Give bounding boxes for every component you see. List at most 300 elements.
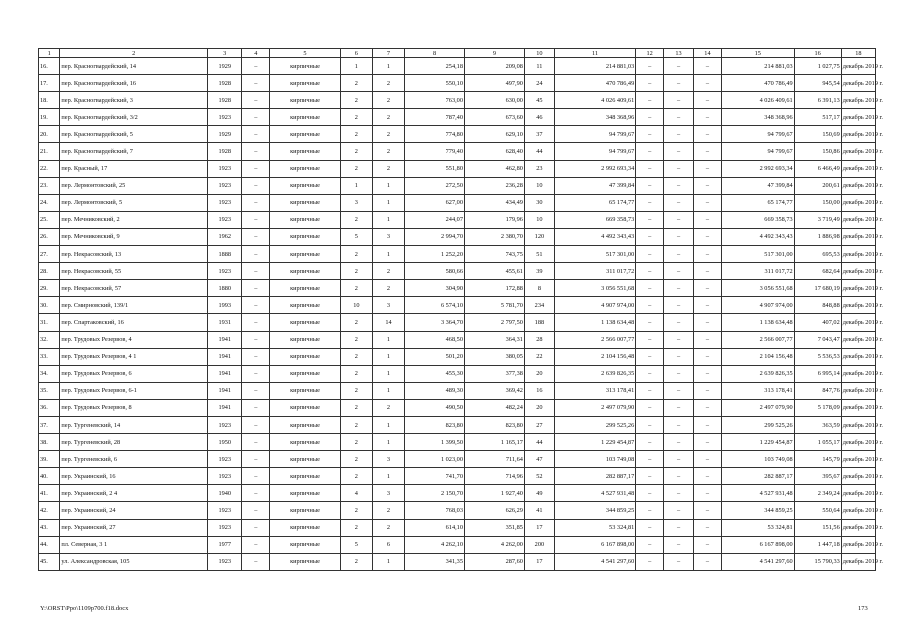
table-cell: –	[664, 75, 694, 92]
table-cell: 6 167 898,00	[554, 536, 635, 553]
table-cell: 1 027,75	[794, 58, 841, 75]
table-cell: 2	[340, 382, 372, 399]
table-cell: 5	[340, 536, 372, 553]
table-cell: 1 229 454,87	[554, 434, 635, 451]
table-cell: кирпичные	[270, 263, 341, 280]
table-row	[39, 211, 876, 228]
table-cell: декабрь 2019 г.	[841, 434, 875, 451]
table-cell: 779,40	[405, 143, 465, 160]
table-cell: –	[242, 177, 270, 194]
table-body	[39, 49, 883, 571]
table-cell: –	[694, 75, 722, 92]
table-cell: пер. Некрасовский, 57	[60, 280, 208, 297]
table-cell: 377,38	[464, 365, 524, 382]
table-cell: –	[664, 553, 694, 570]
table-cell: декабрь 2019 г.	[841, 451, 875, 468]
table-cell: 28	[524, 331, 554, 348]
table-cell: –	[636, 211, 664, 228]
table-cell: 551,80	[405, 160, 465, 177]
table-cell: 2	[340, 314, 372, 331]
table-cell: декабрь 2019 г.	[841, 382, 875, 399]
table-cell: 65 174,77	[554, 194, 635, 211]
table-cell: 2	[340, 280, 372, 297]
table-cell: 1	[340, 177, 372, 194]
table-cell: 823,80	[405, 416, 465, 433]
table-cell: –	[636, 126, 664, 143]
table-cell: 2	[340, 126, 372, 143]
table-cell: кирпичные	[270, 297, 341, 314]
table-cell: 2	[340, 331, 372, 348]
table-cell: –	[636, 143, 664, 160]
table-cell: 695,53	[794, 246, 841, 263]
table-cell: 2 349,24	[794, 485, 841, 502]
table-cell: –	[636, 468, 664, 485]
table-cell: 1	[372, 348, 404, 365]
table-cell: декабрь 2019 г.	[841, 365, 875, 382]
table-cell: 21.	[39, 143, 60, 160]
table-cell: 1	[372, 211, 404, 228]
table-cell: –	[242, 126, 270, 143]
table-row	[39, 553, 876, 570]
table-cell: 434,49	[464, 194, 524, 211]
table-cell: 311 017,72	[554, 263, 635, 280]
table-cell: декабрь 2019 г.	[841, 519, 875, 536]
table-cell: 482,24	[464, 399, 524, 416]
table-cell: 10	[524, 211, 554, 228]
table-cell: 2 380,70	[464, 228, 524, 245]
table-cell: 363,59	[794, 416, 841, 433]
table-cell: 2	[372, 75, 404, 92]
table-cell: кирпичные	[270, 451, 341, 468]
table-cell: 1	[372, 194, 404, 211]
table-cell: 1928	[208, 92, 242, 109]
table-cell: 1977	[208, 536, 242, 553]
table-cell: –	[694, 331, 722, 348]
table-cell: 179,96	[464, 211, 524, 228]
table-row	[39, 468, 876, 485]
table-cell: 5 178,09	[794, 399, 841, 416]
table-cell: кирпичные	[270, 160, 341, 177]
header-cell: 4	[242, 49, 270, 58]
table-cell: 172,88	[464, 280, 524, 297]
table-cell: –	[242, 451, 270, 468]
table-cell: 8	[524, 280, 554, 297]
table-cell: пер. Красногвардейский, 3	[60, 92, 208, 109]
table-cell: 2 797,50	[464, 314, 524, 331]
table-cell: –	[636, 263, 664, 280]
table-cell: 16	[524, 382, 554, 399]
table-cell: –	[664, 485, 694, 502]
table-cell: 25.	[39, 211, 60, 228]
table-cell: 2	[372, 263, 404, 280]
table-cell: кирпичные	[270, 228, 341, 245]
table-cell: –	[636, 536, 664, 553]
table-cell: 1941	[208, 399, 242, 416]
table-cell: 2 104 156,48	[554, 348, 635, 365]
table-cell: 774,80	[405, 126, 465, 143]
table-cell: 490,50	[405, 399, 465, 416]
table-cell: –	[242, 553, 270, 570]
table-cell: 2 104 156,48	[721, 348, 794, 365]
table-cell: кирпичные	[270, 348, 341, 365]
table-cell: 2	[340, 75, 372, 92]
table-cell: 1941	[208, 331, 242, 348]
table-cell: 2	[372, 160, 404, 177]
table-cell: –	[694, 58, 722, 75]
table-cell: 41.	[39, 485, 60, 502]
table-cell: 627,00	[405, 194, 465, 211]
table-cell: 24	[524, 75, 554, 92]
table-cell: 40.	[39, 468, 60, 485]
table-cell: пер. Трудовых Резервов, 4	[60, 331, 208, 348]
table-cell: 304,90	[405, 280, 465, 297]
table-cell: –	[242, 160, 270, 177]
table-cell: 4 026 409,61	[554, 92, 635, 109]
header-cell: 8	[405, 49, 465, 58]
table-cell: 470 786,49	[721, 75, 794, 92]
table-cell: 42.	[39, 502, 60, 519]
table-cell: 1	[372, 468, 404, 485]
table-row	[39, 331, 876, 348]
table-cell: декабрь 2019 г.	[841, 58, 875, 75]
table-cell: 313 178,41	[554, 382, 635, 399]
table-cell: –	[242, 365, 270, 382]
table-cell: 1923	[208, 160, 242, 177]
table-cell: 1929	[208, 58, 242, 75]
header-cell: 16	[794, 49, 841, 58]
table-cell: 4 541 297,60	[554, 553, 635, 570]
table-cell: 244,07	[405, 211, 465, 228]
table-cell: –	[694, 536, 722, 553]
table-cell: 1941	[208, 382, 242, 399]
table-cell: –	[694, 502, 722, 519]
table-cell: 1931	[208, 314, 242, 331]
table-cell: 1 886,98	[794, 228, 841, 245]
table-cell: декабрь 2019 г.	[841, 485, 875, 502]
page-number: 173	[858, 605, 868, 612]
table-cell: 4 026 409,61	[721, 92, 794, 109]
table-cell: 234	[524, 297, 554, 314]
table-cell: 1928	[208, 143, 242, 160]
table-cell: –	[242, 246, 270, 263]
table-cell: 30.	[39, 297, 60, 314]
table-cell: 299 525,26	[721, 416, 794, 433]
table-cell: –	[636, 416, 664, 433]
table-cell: кирпичные	[270, 502, 341, 519]
table-cell: –	[664, 280, 694, 297]
table-cell: –	[664, 451, 694, 468]
table-cell: пер. Красногвардейский, 5	[60, 126, 208, 143]
table-cell: 5	[340, 228, 372, 245]
table-cell: кирпичные	[270, 314, 341, 331]
table-cell: 348 368,96	[721, 109, 794, 126]
table-cell: –	[664, 143, 694, 160]
table-cell: 1923	[208, 211, 242, 228]
table-cell: –	[636, 194, 664, 211]
table-cell: 2	[340, 451, 372, 468]
table-cell: декабрь 2019 г.	[841, 553, 875, 570]
table-cell: –	[636, 297, 664, 314]
table-cell: 1923	[208, 451, 242, 468]
table-cell: 17.	[39, 75, 60, 92]
table-cell: 254,18	[405, 58, 465, 75]
table-cell: 847,76	[794, 382, 841, 399]
table-cell: –	[242, 263, 270, 280]
table-cell: –	[694, 382, 722, 399]
table-cell: 2	[340, 263, 372, 280]
table-cell: пер. Украинский, 2 4	[60, 485, 208, 502]
table-cell: 395,67	[794, 468, 841, 485]
table-cell: 47	[524, 451, 554, 468]
table-cell: –	[694, 451, 722, 468]
table-cell: 580,66	[405, 263, 465, 280]
table-cell: –	[242, 502, 270, 519]
table-cell: –	[694, 468, 722, 485]
table-cell: –	[664, 109, 694, 126]
table-cell: 150,69	[794, 126, 841, 143]
table-cell: кирпичные	[270, 211, 341, 228]
header-cell: 5	[270, 49, 341, 58]
table-cell: 630,00	[464, 92, 524, 109]
table-cell: декабрь 2019 г.	[841, 468, 875, 485]
table-cell: кирпичные	[270, 194, 341, 211]
table-cell: 29.	[39, 280, 60, 297]
table-cell: 53 324,81	[554, 519, 635, 536]
table-cell: 287,60	[464, 553, 524, 570]
table-cell: 1993	[208, 297, 242, 314]
table-cell: 1923	[208, 109, 242, 126]
table-cell: –	[694, 519, 722, 536]
table-cell: 629,10	[464, 126, 524, 143]
table-cell: –	[664, 58, 694, 75]
table-cell: –	[694, 314, 722, 331]
table-cell: кирпичные	[270, 399, 341, 416]
table-cell: 272,50	[405, 177, 465, 194]
table-cell: декабрь 2019 г.	[841, 228, 875, 245]
table-row	[39, 126, 876, 143]
table-cell: 282 887,17	[554, 468, 635, 485]
table-cell: 44	[524, 434, 554, 451]
table-cell: 669 358,73	[721, 211, 794, 228]
table-cell: 49	[524, 485, 554, 502]
table-cell: –	[636, 92, 664, 109]
table-cell: –	[242, 143, 270, 160]
table-cell: декабрь 2019 г.	[841, 177, 875, 194]
table-cell: 2 994,70	[405, 228, 465, 245]
table-cell: 94 799,67	[721, 126, 794, 143]
table-cell: пер. Смирновский, 139/1	[60, 297, 208, 314]
table-cell: 18.	[39, 92, 60, 109]
table-cell: 2	[372, 126, 404, 143]
table-cell: 2	[340, 92, 372, 109]
table-cell: –	[636, 451, 664, 468]
file-path: Y:\ORST\Ppo\1109p700.f18.docx	[40, 605, 129, 612]
table-cell: 768,03	[405, 502, 465, 519]
table-cell: кирпичные	[270, 280, 341, 297]
table-cell: –	[636, 314, 664, 331]
table-cell: 470 786,49	[554, 75, 635, 92]
header-cell: 13	[664, 49, 694, 58]
table-cell: 214 881,03	[721, 58, 794, 75]
table-cell: 455,61	[464, 263, 524, 280]
table-cell: кирпичные	[270, 143, 341, 160]
table-cell: 628,40	[464, 143, 524, 160]
table-cell: –	[694, 297, 722, 314]
table-cell: 30	[524, 194, 554, 211]
table-cell: 7 043,47	[794, 331, 841, 348]
table-cell: 65 174,77	[721, 194, 794, 211]
table-cell: 1	[372, 58, 404, 75]
table-cell: 44.	[39, 536, 60, 553]
header-cell: 9	[464, 49, 524, 58]
table-row	[39, 228, 876, 245]
table-cell: 714,96	[464, 468, 524, 485]
table-cell: кирпичные	[270, 468, 341, 485]
table-cell: –	[242, 485, 270, 502]
table-cell: декабрь 2019 г.	[841, 416, 875, 433]
table-cell: 4 262,00	[464, 536, 524, 553]
table-row	[39, 177, 876, 194]
table-cell: 22	[524, 348, 554, 365]
table-cell: 2 639 826,35	[554, 365, 635, 382]
table-cell: 47 399,84	[554, 177, 635, 194]
table-cell: 20	[524, 365, 554, 382]
table-cell: 150,86	[794, 143, 841, 160]
table-cell: –	[694, 109, 722, 126]
table-cell: 1	[372, 434, 404, 451]
table-cell: 2	[372, 280, 404, 297]
table-cell: 4 262,10	[405, 536, 465, 553]
table-cell: 31.	[39, 314, 60, 331]
table-row	[39, 348, 876, 365]
table-cell: 150,00	[794, 194, 841, 211]
table-cell: –	[664, 382, 694, 399]
table-cell: 32.	[39, 331, 60, 348]
table-cell: –	[664, 399, 694, 416]
table-cell: 2	[372, 502, 404, 519]
table-cell: 682,64	[794, 263, 841, 280]
table-cell: 214 881,03	[554, 58, 635, 75]
table-cell: 28.	[39, 263, 60, 280]
table-cell: 5 536,53	[794, 348, 841, 365]
table-cell: пер. Красногвардейский, 3/2	[60, 109, 208, 126]
header-cell: 6	[340, 49, 372, 58]
table-cell: декабрь 2019 г.	[841, 143, 875, 160]
table-cell: пер. Трудовых Резервов, 8	[60, 399, 208, 416]
table-cell: –	[636, 160, 664, 177]
table-cell: пер. Красногвардейский, 14	[60, 58, 208, 75]
table-cell: 2	[340, 468, 372, 485]
table-cell: 17	[524, 519, 554, 536]
table-cell: декабрь 2019 г.	[841, 92, 875, 109]
table-cell: 1928	[208, 75, 242, 92]
table-cell: 550,64	[794, 502, 841, 519]
table-cell: пер. Некрасовский, 55	[60, 263, 208, 280]
table-cell: 1 138 634,48	[554, 314, 635, 331]
table-cell: 20	[524, 399, 554, 416]
table-cell: 1 927,40	[464, 485, 524, 502]
table-cell: –	[242, 109, 270, 126]
table-cell: 4	[340, 485, 372, 502]
table-cell: –	[636, 109, 664, 126]
table-cell: –	[636, 246, 664, 263]
header-cell: 10	[524, 49, 554, 58]
table-cell: 741,70	[405, 468, 465, 485]
table-cell: декабрь 2019 г.	[841, 246, 875, 263]
table-cell: –	[242, 58, 270, 75]
table-cell: кирпичные	[270, 485, 341, 502]
table-row	[39, 314, 876, 331]
table-cell: кирпичные	[270, 331, 341, 348]
table-row	[39, 246, 876, 263]
table-cell: пер. Украинский, 16	[60, 468, 208, 485]
table-cell: 462,80	[464, 160, 524, 177]
table-cell: пер. Тургеневский, 14	[60, 416, 208, 433]
table-cell: –	[636, 228, 664, 245]
table-cell: –	[694, 280, 722, 297]
table-cell: 550,10	[405, 75, 465, 92]
table-cell: –	[242, 314, 270, 331]
table-cell: –	[664, 348, 694, 365]
table-cell: 6	[372, 536, 404, 553]
table-cell: 823,80	[464, 416, 524, 433]
table-row	[39, 297, 876, 314]
table-cell: декабрь 2019 г.	[841, 314, 875, 331]
table-cell: –	[636, 331, 664, 348]
table-row	[39, 536, 876, 553]
table-cell: кирпичные	[270, 416, 341, 433]
table-cell: 501,20	[405, 348, 465, 365]
table-cell: 517 301,00	[554, 246, 635, 263]
table-cell: кирпичные	[270, 553, 341, 570]
table-cell: –	[636, 485, 664, 502]
housing-register-table	[38, 48, 883, 571]
table-cell: 2 150,70	[405, 485, 465, 502]
table-cell: 4 492 343,43	[721, 228, 794, 245]
table-cell: 1950	[208, 434, 242, 451]
table-cell: пер. Украинский, 27	[60, 519, 208, 536]
table-cell: 341,35	[405, 553, 465, 570]
table-cell: пер. Некрасовский, 13	[60, 246, 208, 263]
table-cell: 188	[524, 314, 554, 331]
table-cell: 1923	[208, 553, 242, 570]
table-cell: –	[694, 177, 722, 194]
table-cell: 2	[340, 246, 372, 263]
table-cell: 103 749,08	[554, 451, 635, 468]
table-cell: кирпичные	[270, 58, 341, 75]
table-cell: кирпичные	[270, 177, 341, 194]
table-cell: 45	[524, 92, 554, 109]
table-cell: 311 017,72	[721, 263, 794, 280]
table-cell: –	[636, 365, 664, 382]
table-cell: 3 056 551,68	[721, 280, 794, 297]
table-cell: 34.	[39, 365, 60, 382]
table-cell: 1941	[208, 365, 242, 382]
table-cell: 2	[340, 519, 372, 536]
table-cell: 2 566 007,77	[554, 331, 635, 348]
table-cell: 4 907 974,00	[721, 297, 794, 314]
table-cell: пер. Трудовых Резервов, 6	[60, 365, 208, 382]
table-cell: 497,90	[464, 75, 524, 92]
table-cell: –	[694, 246, 722, 263]
header-cell: 18	[841, 49, 875, 58]
header-cell: 11	[554, 49, 635, 58]
table-cell: 6 466,49	[794, 160, 841, 177]
table-cell: 1 229 454,87	[721, 434, 794, 451]
table-cell: –	[636, 502, 664, 519]
table-row	[39, 143, 876, 160]
header-cell: 14	[694, 49, 722, 58]
